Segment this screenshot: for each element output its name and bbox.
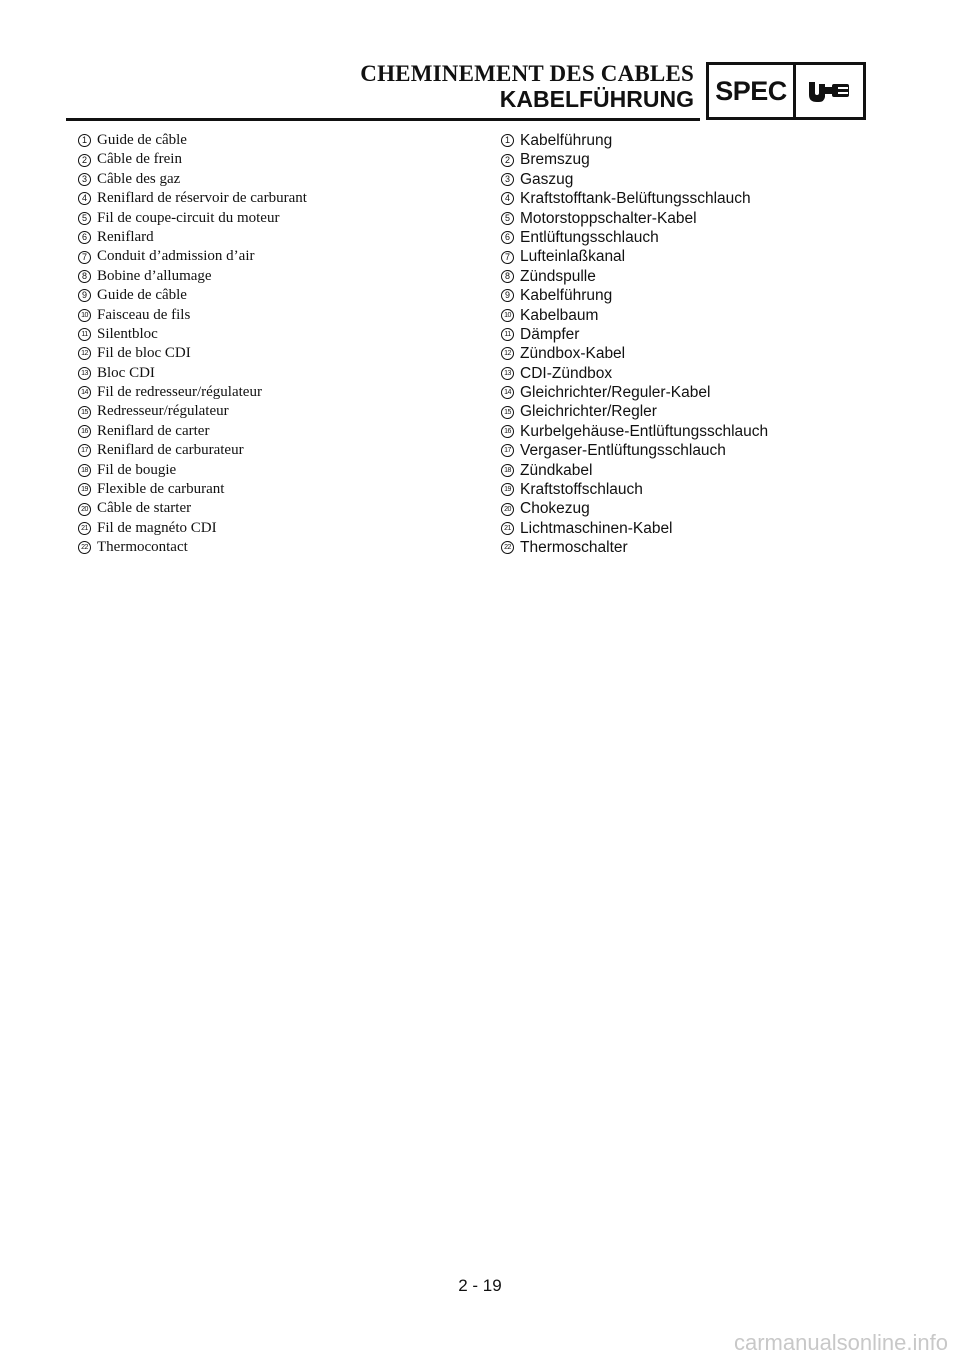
- circled-number: 5: [78, 212, 91, 225]
- legend-item: [501, 383, 768, 402]
- spec-section-badge: [706, 62, 866, 120]
- spec-label: SPEC: [709, 65, 796, 117]
- circled-number: 2: [78, 154, 91, 167]
- circled-number: 1: [78, 134, 91, 147]
- circled-number: 19: [78, 483, 91, 496]
- legend-label: Thermoschalter: [520, 539, 628, 557]
- legend-label: Conduit d’admission d’air: [97, 248, 255, 265]
- legend-item: [501, 441, 768, 460]
- circled-number: 18: [78, 464, 91, 477]
- legend-item: [501, 519, 768, 538]
- circled-number: 11: [501, 328, 514, 341]
- legend-label: Entlüftungsschlauch: [520, 228, 659, 246]
- legend-item: [78, 499, 307, 518]
- circled-number: 21: [501, 522, 514, 535]
- legend-item: [78, 402, 307, 421]
- legend-label: Bobine d’allumage: [97, 267, 212, 284]
- circled-number: 12: [501, 347, 514, 360]
- legend-label: Kraftstofftank-Belüftungsschlauch: [520, 190, 751, 208]
- legend-item: [78, 480, 307, 499]
- watermark: carmanualsonline.info: [733, 1330, 948, 1355]
- legend-item: [501, 422, 768, 441]
- circled-number: 10: [501, 309, 514, 322]
- legend-label: Bloc CDI: [97, 364, 155, 381]
- circled-number: 7: [78, 251, 91, 264]
- circled-number: 8: [501, 270, 514, 283]
- circled-number: 16: [501, 425, 514, 438]
- circled-number: 8: [78, 270, 91, 283]
- circled-number: 15: [501, 406, 514, 419]
- wrench-icon: [796, 65, 863, 117]
- legend-label: Fil de redresseur/régulateur: [97, 384, 262, 401]
- legend-label: Fil de magnéto CDI: [97, 519, 217, 536]
- legend-item: [78, 247, 307, 266]
- legend-item: [501, 209, 768, 228]
- circled-number: 3: [78, 173, 91, 186]
- legend-label: Zündspulle: [520, 267, 596, 285]
- legend-label: Gaszug: [520, 170, 574, 188]
- legend-item: [501, 170, 768, 189]
- circled-number: 1: [501, 134, 514, 147]
- circled-number: 13: [501, 367, 514, 380]
- circled-number: 14: [501, 386, 514, 399]
- legend-item: [78, 267, 307, 286]
- legend-item: [501, 364, 768, 383]
- legend-item: [78, 422, 307, 441]
- legend-label: Chokezug: [520, 500, 590, 518]
- legend-item: [78, 209, 307, 228]
- page-number: 2 - 19: [458, 1276, 502, 1295]
- legend-label: Dämpfer: [520, 325, 580, 343]
- legend-list-de: [501, 131, 768, 558]
- circled-number: 3: [501, 173, 514, 186]
- legend-item: [78, 306, 307, 325]
- legend-label: Vergaser-Entlüftungsschlauch: [520, 442, 726, 460]
- circled-number: 16: [78, 425, 91, 438]
- legend-label: Reniflard de réservoir de carburant: [97, 190, 307, 207]
- legend-item: [78, 383, 307, 402]
- circled-number: 20: [501, 503, 514, 516]
- legend-item: [78, 228, 307, 247]
- legend-label: Kabelführung: [520, 132, 613, 149]
- legend-item: [501, 247, 768, 266]
- legend-label: Lufteinlaßkanal: [520, 248, 626, 266]
- circled-number: 12: [78, 347, 91, 360]
- circled-number: 18: [501, 464, 514, 477]
- legend-item: [501, 344, 768, 363]
- circled-number: 6: [501, 231, 514, 244]
- circled-number: 21: [78, 522, 91, 535]
- legend-label: Zündkabel: [520, 461, 593, 479]
- legend-item: [501, 480, 768, 499]
- circled-number: 15: [78, 406, 91, 419]
- legend-item: [501, 267, 768, 286]
- legend-label: Kabelführung: [520, 287, 613, 305]
- legend-item: [78, 344, 307, 363]
- legend-label: Guide de câble: [97, 132, 187, 148]
- legend-label: Faisceau de fils: [97, 306, 191, 323]
- legend-label: Guide de câble: [97, 287, 187, 304]
- circled-number: 22: [78, 541, 91, 554]
- page-title-fr: CHEMINEMENT DES CABLES: [360, 61, 694, 86]
- circled-number: 14: [78, 386, 91, 399]
- legend-item: [78, 364, 307, 383]
- legend-label: Motorstoppschalter-Kabel: [520, 209, 697, 227]
- legend-item: [501, 189, 768, 208]
- legend-item: [501, 461, 768, 480]
- legend-label: Reniflard de carburateur: [97, 442, 244, 459]
- legend-label: Redresseur/régulateur: [97, 403, 229, 420]
- legend-list-fr: [78, 131, 307, 558]
- legend-item: [501, 286, 768, 305]
- legend-item: [501, 131, 768, 150]
- legend-label: Fil de bloc CDI: [97, 345, 191, 362]
- legend-label: Kraftstoffschlauch: [520, 481, 643, 499]
- title-underline: [66, 118, 700, 121]
- legend-item: [78, 150, 307, 169]
- legend-item: [78, 131, 307, 150]
- legend-label: Gleichrichter/Reguler-Kabel: [520, 384, 711, 402]
- circled-number: 6: [78, 231, 91, 244]
- circled-number: 13: [78, 367, 91, 380]
- circled-number: 17: [78, 444, 91, 457]
- circled-number: 9: [78, 289, 91, 302]
- legend-label: Reniflard de carter: [97, 422, 210, 439]
- circled-number: 9: [501, 289, 514, 302]
- circled-number: 4: [78, 192, 91, 205]
- legend-item: [78, 519, 307, 538]
- circled-number: 10: [78, 309, 91, 322]
- legend-label: Kurbelgehäuse-Entlüftungsschlauch: [520, 422, 769, 440]
- legend-item: [501, 538, 768, 557]
- legend-label: Câble de starter: [97, 500, 192, 517]
- legend-item: [501, 228, 768, 247]
- legend-label: Câble de frein: [97, 151, 182, 168]
- legend-label: Thermocontact: [97, 539, 188, 556]
- circled-number: 4: [501, 192, 514, 205]
- legend-label: Kabelbaum: [520, 306, 599, 324]
- legend-item: [78, 189, 307, 208]
- legend-label: Reniflard: [97, 228, 154, 245]
- page-title-de: KABELFÜHRUNG: [499, 86, 694, 112]
- legend-label: Lichtmaschinen-Kabel: [520, 519, 673, 537]
- legend-item: [78, 286, 307, 305]
- legend-label: CDI-Zündbox: [520, 364, 613, 382]
- circled-number: 19: [501, 483, 514, 496]
- legend-label: Bremszug: [520, 151, 590, 169]
- legend-label: Fil de bougie: [97, 461, 177, 478]
- legend-label: Gleichrichter/Regler: [520, 403, 657, 421]
- legend-label: Zündbox-Kabel: [520, 345, 626, 363]
- circled-number: 7: [501, 251, 514, 264]
- legend-item: [78, 538, 307, 557]
- circled-number: 20: [78, 503, 91, 516]
- circled-number: 22: [501, 541, 514, 554]
- legend-label: Flexible de carburant: [97, 481, 225, 498]
- legend-item: [501, 150, 768, 169]
- legend-item: [501, 325, 768, 344]
- legend-item: [501, 402, 768, 421]
- circled-number: 5: [501, 212, 514, 225]
- legend-label: Silentbloc: [97, 325, 158, 342]
- circled-number: 17: [501, 444, 514, 457]
- legend-item: [78, 441, 307, 460]
- legend-label: Câble des gaz: [97, 170, 181, 187]
- legend-item: [78, 325, 307, 344]
- legend-label: Fil de coupe-circuit du moteur: [97, 209, 280, 226]
- circled-number: 11: [78, 328, 91, 341]
- legend-item: [78, 170, 307, 189]
- legend-item: [501, 499, 768, 518]
- legend-item: [501, 306, 768, 325]
- circled-number: 2: [501, 154, 514, 167]
- legend-item: [78, 461, 307, 480]
